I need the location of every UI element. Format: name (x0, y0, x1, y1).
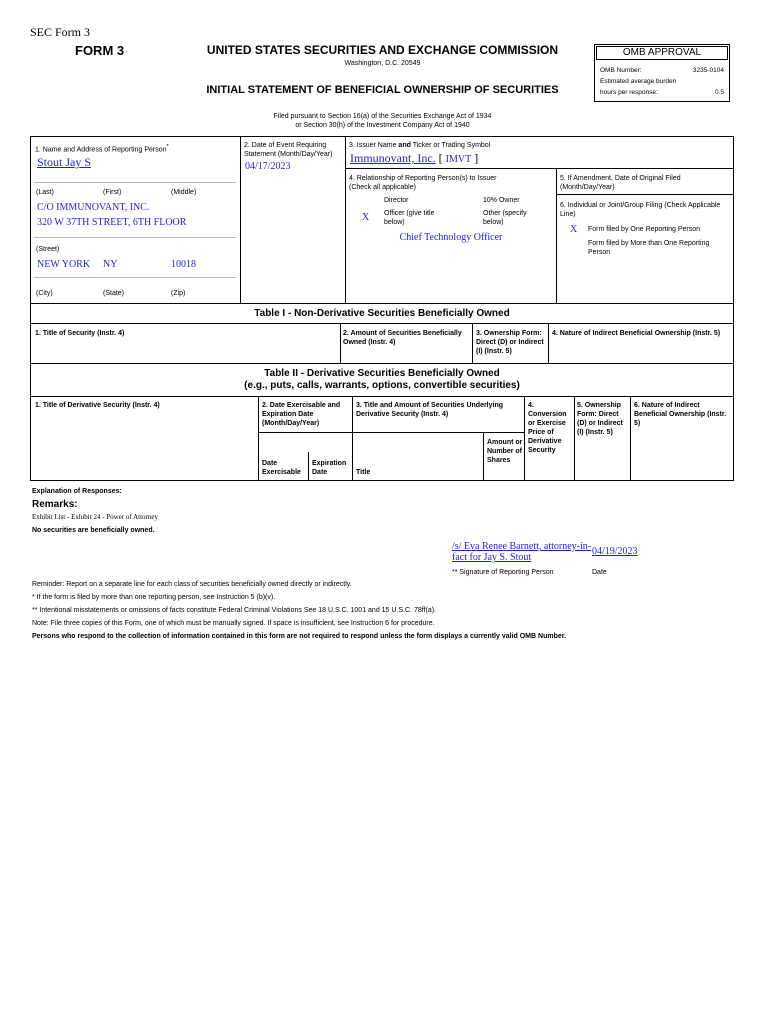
form-title: FORM 3 (75, 43, 125, 58)
zip-value: 10018 (171, 259, 196, 270)
one-person-option: Form filed by One Reporting Person (588, 226, 701, 233)
omb-number-value: 3235-0104 (692, 67, 724, 74)
address-line-1: C/O IMMUNOVANT, INC. (37, 202, 150, 213)
street-label: (Street) (36, 246, 60, 253)
omb-hours-value: 0.5 (714, 89, 724, 96)
other-option: Other (specify below) (483, 210, 527, 226)
footnote-omb-notice: Persons who respond to the collection of information contained in this form are not required to respond unless the form displays a currently valid OMB Number. (32, 633, 567, 640)
footnote-multiple-persons: * If the form is filed by more than one reporting person, see Instruction 5 (b)(v). (32, 594, 276, 601)
last-label: (Last) (36, 189, 54, 196)
middle-label: (Middle) (171, 189, 197, 196)
table2-col-underlying-title: Title (356, 469, 371, 476)
signature-date: 04/19/2023 (592, 546, 638, 557)
remarks-exhibit-list: Exhibit List - Exhibit 24 - Power of Attorney (32, 513, 158, 521)
reporting-person-name[interactable]: Stout Jay S (37, 155, 92, 169)
doc-label: SEC Form 3 (30, 25, 91, 39)
city-label: (City) (36, 290, 53, 297)
event-date: 04/17/2023 (245, 161, 291, 172)
state-value: NY (103, 259, 118, 270)
omb-hours-label: hours per response: (600, 89, 658, 96)
ticker-symbol: IMVT (445, 154, 472, 165)
filed-pursuant-2: or Section 30(h) of the Investment Company Act of 1940 (295, 122, 470, 129)
filed-pursuant-1: Filed pursuant to Section 16(a) of the Securities Exchange Act of 1934 (273, 113, 492, 120)
omb-approval-box (594, 44, 730, 102)
table2-col-underlying-amount: Amount or Number of Shares (487, 439, 523, 464)
remarks-no-securities: No securities are beneficially owned. (32, 527, 155, 534)
table2-subtitle: (e.g., puts, calls, warrants, options, convertible securities) (244, 380, 520, 391)
issuer-name[interactable]: Immunovant, Inc. (350, 151, 436, 165)
omb-number-label: OMB Number: (600, 67, 642, 74)
box6-label: 6. Individual or Joint/Group Filing (Check Applicable Line) (560, 202, 721, 218)
city-value: NEW YORK (37, 259, 91, 270)
table2-col-dates: 2. Date Exercisable and Expiration Date (Month/Day/Year) (262, 402, 341, 427)
officer-title: Chief Technology Officer (399, 232, 503, 243)
zip-label: (Zip) (171, 290, 186, 297)
box3-label: 3. Issuer Name and Ticker or Trading Symbol (349, 142, 491, 149)
table2-col-ownership: 5. Ownership Form: Direct (D) or Indirect (I) (Instr. 5) (577, 402, 623, 436)
table2-col-title: 1. Title of Derivative Security (Instr. 4) (35, 402, 160, 409)
box2-label: 2. Date of Event Requiring Statement (Month/Day/Year) (244, 142, 333, 158)
ten-percent-owner-option: 10% Owner (483, 197, 520, 204)
officer-option: Officer (give title below) (384, 210, 435, 226)
date-label: Date (592, 569, 607, 576)
statement-title: INITIAL STATEMENT OF BENEFICIAL OWNERSHIP OF SECURITIES (206, 84, 559, 96)
table1-col-ownership: 3. Ownership Form: Direct (D) or Indirect (I) (Instr. 5) (476, 330, 544, 355)
agency-name: UNITED STATES SECURITIES AND EXCHANGE COMMISSION (206, 43, 559, 57)
table1-col-amount: 2. Amount of Securities Beneficially Owned (Instr. 4) (343, 330, 462, 346)
footnote-copies: Note: File three copies of this Form, one of which must be manually signed. If space is insufficient, see Instruction 6 for procedure. (32, 620, 435, 627)
footnote-reminder: Reminder: Report on a separate line for each class of securities beneficially owned directly or indirectly. (32, 581, 352, 588)
signature-name[interactable]: /s/ Eva Renee Barnett, attorney-in- fact for Jay S. Stout (452, 541, 592, 563)
one-person-check-mark: X (570, 224, 578, 235)
omb-title: OMB APPROVAL (596, 46, 728, 60)
table2-col-date-exercisable: Date Exercisable (262, 460, 301, 476)
box5-label: 5. If Amendment, Date of Original Filed (Month/Day/Year) (560, 175, 681, 191)
table2-col-nature: 6. Nature of Indirect Beneficial Ownership (Instr. 5) (634, 402, 727, 427)
director-option: Director (384, 197, 409, 204)
omb-burden-label: Estimated average burden (600, 78, 677, 85)
box4-sub: (Check all applicable) (349, 184, 416, 191)
explanation-label: Explanation of Responses: (32, 488, 122, 495)
address-line-2: 320 W 37TH STREET, 6TH FLOOR (37, 217, 187, 228)
box4-label: 4. Relationship of Reporting Person(s) to Issuer (349, 175, 497, 182)
table2-col-conversion: 4. Conversion or Exercise Price of Derivative Security (528, 402, 567, 454)
footnote-misstatements: ** Intentional misstatements or omissions of facts constitute Federal Criminal Violations See 18 U.S.C. 1001 and 15 U.S.C. 78ff(a). (32, 607, 436, 614)
agency-location: Washington, D.C. 20549 (344, 60, 421, 67)
officer-check-mark: X (362, 212, 370, 223)
table2-col-expiration-date: Expiration Date (312, 460, 347, 476)
table1-col-nature: 4. Nature of Indirect Beneficial Ownership (Instr. 5) (552, 330, 721, 337)
state-label: (State) (103, 290, 125, 297)
signature-label: ** Signature of Reporting Person (452, 569, 554, 576)
remarks-label: Remarks: (32, 499, 78, 510)
first-label: (First) (103, 189, 122, 196)
table1-title: Table I - Non-Derivative Securities Beneficially Owned (254, 308, 510, 319)
table1-col-title: 1. Title of Security (Instr. 4) (35, 330, 125, 337)
more-persons-option: Form filed by More than One Reporting Person (588, 240, 710, 256)
box1-label: 1. Name and Address of Reporting Person* (35, 144, 169, 154)
issuer-line: Immunovant, Inc. [ IMVT ] (350, 151, 479, 165)
table2-col-underlying: 3. Title and Amount of Securities Underlying Derivative Security (Instr. 4) (356, 402, 504, 418)
table2-title: Table II - Derivative Securities Beneficially Owned (264, 368, 500, 379)
